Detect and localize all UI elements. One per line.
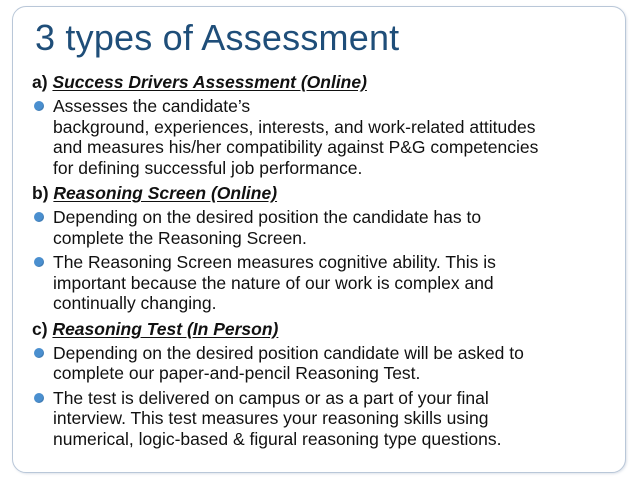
bullet-dot-icon [34,101,44,111]
section-name: Reasoning Screen (Online) [53,183,278,203]
section-name: Success Drivers Assessment (Online) [52,72,367,92]
bullet-text-line: important because the nature of our work is complex and [53,272,494,293]
slide-content [32,70,622,453]
bullet-text-line: complete the Reasoning Screen. [53,227,307,248]
bullet-item [32,343,622,384]
section-heading [32,318,622,340]
slide-title: 3 types of Assessment [35,17,400,58]
bullet-text-line: interview. This test measures your reasoning skills using [53,408,489,428]
bullet-dot-icon [34,257,44,267]
bullet-item [32,252,622,314]
bullet-dot-icon [34,393,44,403]
bullet-text-line: The Reasoning Screen measures cognitive ability. This is [53,252,496,272]
bullet-item [32,96,622,178]
bullet-item [32,388,622,450]
section-prefix: a) [32,72,53,92]
bullet-text-line: Depending on the desired position candidate will be asked to [53,342,524,363]
section-prefix: c) [32,318,53,339]
bullet-text-line: The test is delivered on campus or as a part of your final [53,387,489,408]
bullet-text-line: Assesses the candidate’s [53,96,251,116]
bullet-dot-icon [34,348,44,358]
bullet-dot-icon [34,212,44,222]
section-heading [32,182,622,204]
section-heading [32,71,622,93]
bullet-text-line: background, experiences, interests, and work-related attitudes [53,116,536,137]
bullet-item [32,207,622,248]
bullet-text-line: complete our paper-and-pencil Reasoning Test. [53,363,421,383]
bullet-text-line: for defining successful job performance. [53,157,363,178]
section-name: Reasoning Test (In Person) [52,318,279,339]
section-prefix: b) [32,183,54,203]
bullet-text-line: continually changing. [53,293,217,313]
bullet-text-line: Depending on the desired position the candidate has to [53,207,482,227]
bullet-text-line: numerical, logic-based & figural reasoning type questions. [53,428,502,449]
bullet-text-line: and measures his/her compatibility against P&G competencies [53,137,539,157]
